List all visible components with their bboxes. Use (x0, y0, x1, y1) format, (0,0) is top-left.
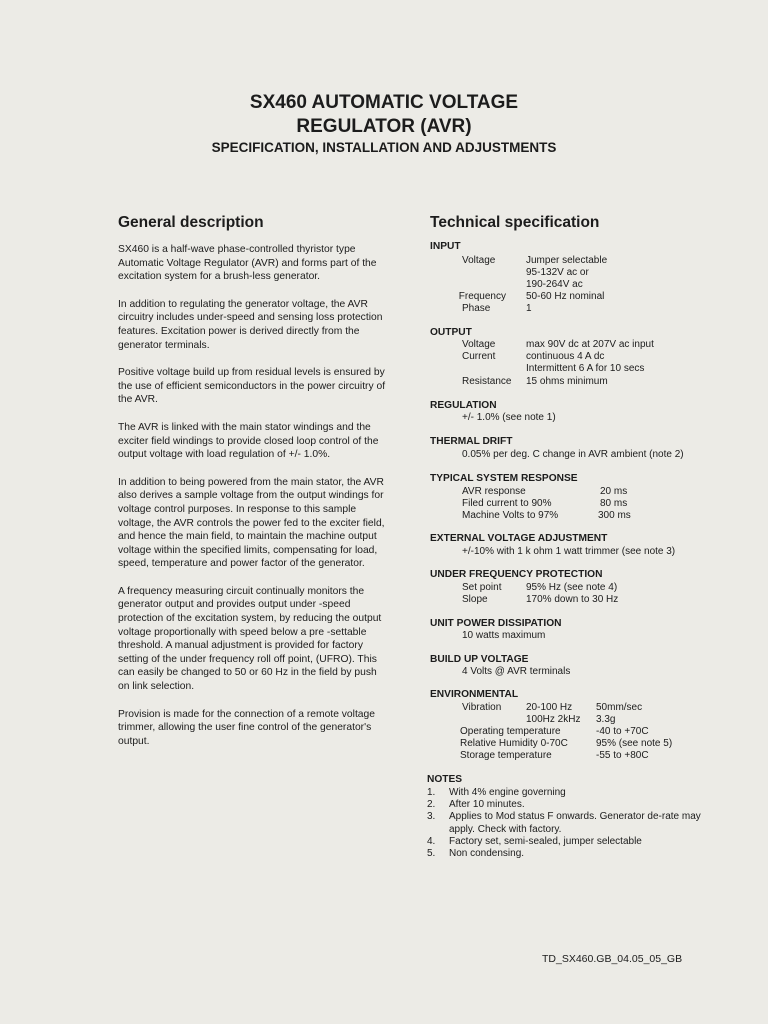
environmental-heading: ENVIRONMENTAL (430, 689, 519, 700)
note-text-2: After 10 minutes. (449, 799, 525, 810)
general-paragraph-7: Provision is made for the connection of a remote voltage trimmer, allowing the user fine control of the generator's output. (118, 708, 375, 747)
note-number-2: 2. (427, 799, 436, 810)
note-text-3: Applies to Mod status F onwards. Generator de-rate may apply. Check with factory. (449, 811, 701, 835)
external-adjustment-value: +/-10% with 1 k ohm 1 watt trimmer (see note 3) (462, 546, 676, 557)
input-voltage-label: Voltage (462, 255, 496, 266)
note-text-1: With 4% engine governing (449, 787, 566, 798)
general-paragraph-3: Positive voltage build up from residual levels is ensured by the use of efficient semiconductors in the power circuitry of the AVR. (118, 367, 386, 406)
output-resistance-value: 15 ohms minimum (526, 376, 608, 387)
note-text-4: Factory set, semi-sealed, jumper selectable (449, 836, 642, 847)
vibration-range-2: 100Hz 2kHz (526, 714, 581, 725)
input-phase-value: 1 (526, 303, 532, 314)
vibration-range-1: 20-100 Hz (526, 702, 573, 713)
response-label-3: Machine Volts to 97% (462, 510, 559, 521)
storage-temperature-value: -55 to +80C (596, 750, 649, 761)
general-description-heading: General description (118, 214, 264, 231)
power-dissipation-heading: UNIT POWER DISSIPATION (430, 618, 562, 629)
set-point-label: Set point (462, 582, 502, 593)
output-current-value-2: Intermittent 6 A for 10 secs (526, 363, 645, 374)
output-voltage-label: Voltage (462, 339, 496, 350)
input-voltage-value-1: Jumper selectable (526, 255, 608, 266)
note-number-1: 1. (427, 787, 436, 798)
build-up-voltage-value: 4 Volts @ AVR terminals (462, 666, 571, 677)
vibration-value-2: 3.3g (596, 714, 616, 725)
system-response-heading: TYPICAL SYSTEM RESPONSE (430, 473, 578, 484)
general-paragraph-5: In addition to being powered from the main stator, the AVR also derives a sample voltage from the output windings for voltage control purposes. In response to this sample voltage, the AVR controls the power fed to the exciter field, and hence the main field, to maintain the machine output voltage within the specified limits, compensating for load, speed, temperature and power factor of the generator. (118, 476, 385, 570)
power-dissipation-value: 10 watts maximum (462, 630, 546, 641)
general-paragraph-2: In addition to regulating the generator voltage, the AVR circuitry includes under-speed and sensing loss protection features. Excitation power is derived directly from the generator terminals. (118, 298, 383, 351)
response-label-1: AVR response (462, 486, 526, 497)
input-phase-label: Phase (462, 303, 491, 314)
operating-temperature-label: Operating temperature (460, 726, 561, 737)
storage-temperature-label: Storage temperature (460, 750, 552, 761)
note-number-3: 3. (427, 811, 436, 822)
document-title-line-2: REGULATOR (AVR) (296, 116, 472, 137)
document-subtitle: SPECIFICATION, INSTALLATION AND ADJUSTMENTS (211, 140, 557, 155)
general-paragraph-1: SX460 is a half-wave phase-controlled thyristor type Automatic Voltage Regulator (AVR) and forms part of the excitation system for a brush-less generator. (118, 244, 377, 283)
operating-temperature-value: -40 to +70C (596, 726, 649, 737)
general-paragraph-6: A frequency measuring circuit continually monitors the generator output and provides output under -speed protection of the excitation system, by reducing the output voltage proportionally with speed below a pre -settable threshold. A manual adjustment is provided for factory setting of the under frequency roll off point, (UFRO). This can easily be changed to 50 or 60 Hz in the field by push on link selection. (118, 585, 382, 693)
regulation-heading: REGULATION (430, 400, 497, 411)
input-frequency-value: 50-60 Hz nominal (526, 291, 605, 302)
output-resistance-label: Resistance (462, 376, 512, 387)
general-description-section (118, 214, 390, 762)
slope-value: 170% down to 30 Hz (526, 594, 619, 605)
output-current-label: Current (462, 351, 496, 362)
under-frequency-heading: UNDER FREQUENCY PROTECTION (430, 569, 603, 580)
external-adjustment-heading: EXTERNAL VOLTAGE ADJUSTMENT (430, 533, 608, 544)
output-current-value-1: continuous 4 A dc (526, 351, 605, 362)
document-title-line-1: SX460 AUTOMATIC VOLTAGE (249, 92, 519, 113)
relative-humidity-value: 95% (see note 5) (596, 738, 673, 749)
response-label-2: Filed current to 90% (462, 498, 552, 509)
notes-heading: NOTES (427, 774, 463, 785)
general-paragraph-4: The AVR is linked with the main stator windings and the exciter field windings to provide closed loop control of the output voltage with load regulation of +/- 1.0%. (118, 421, 379, 461)
vibration-value-1: 50mm/sec (596, 702, 643, 713)
input-voltage-value-3: 190-264V ac (526, 279, 583, 290)
relative-humidity-label: Relative Humidity 0-70C (460, 738, 568, 749)
note-number-4: 4. (427, 836, 436, 847)
technical-specification-section (427, 214, 730, 859)
response-value-2: 80 ms (600, 498, 628, 509)
input-voltage-value-2: 95-132V ac or (526, 267, 589, 278)
vibration-label: Vibration (462, 702, 502, 713)
technical-specification-heading: Technical specification (430, 214, 600, 231)
thermal-drift-heading: THERMAL DRIFT (430, 436, 513, 447)
output-voltage-value: max 90V dc at 207V ac input (526, 339, 654, 350)
output-heading: OUTPUT (430, 327, 472, 338)
build-up-voltage-heading: BUILD UP VOLTAGE (430, 654, 529, 665)
response-value-1: 20 ms (600, 486, 628, 497)
response-value-3: 300 ms (598, 510, 631, 521)
note-number-5: 5. (427, 848, 436, 859)
input-heading: INPUT (430, 241, 461, 252)
set-point-value: 95% Hz (see note 4) (526, 582, 618, 593)
thermal-drift-value: 0.05% per deg. C change in AVR ambient (note 2) (462, 449, 684, 460)
slope-label: Slope (462, 594, 488, 605)
note-text-5: Non condensing. (449, 848, 525, 859)
input-frequency-label: Frequency (458, 291, 506, 302)
document-reference-footer: TD_SX460.GB_04.05_05_GB (542, 953, 683, 965)
regulation-value: +/- 1.0% (see note 1) (462, 412, 556, 423)
